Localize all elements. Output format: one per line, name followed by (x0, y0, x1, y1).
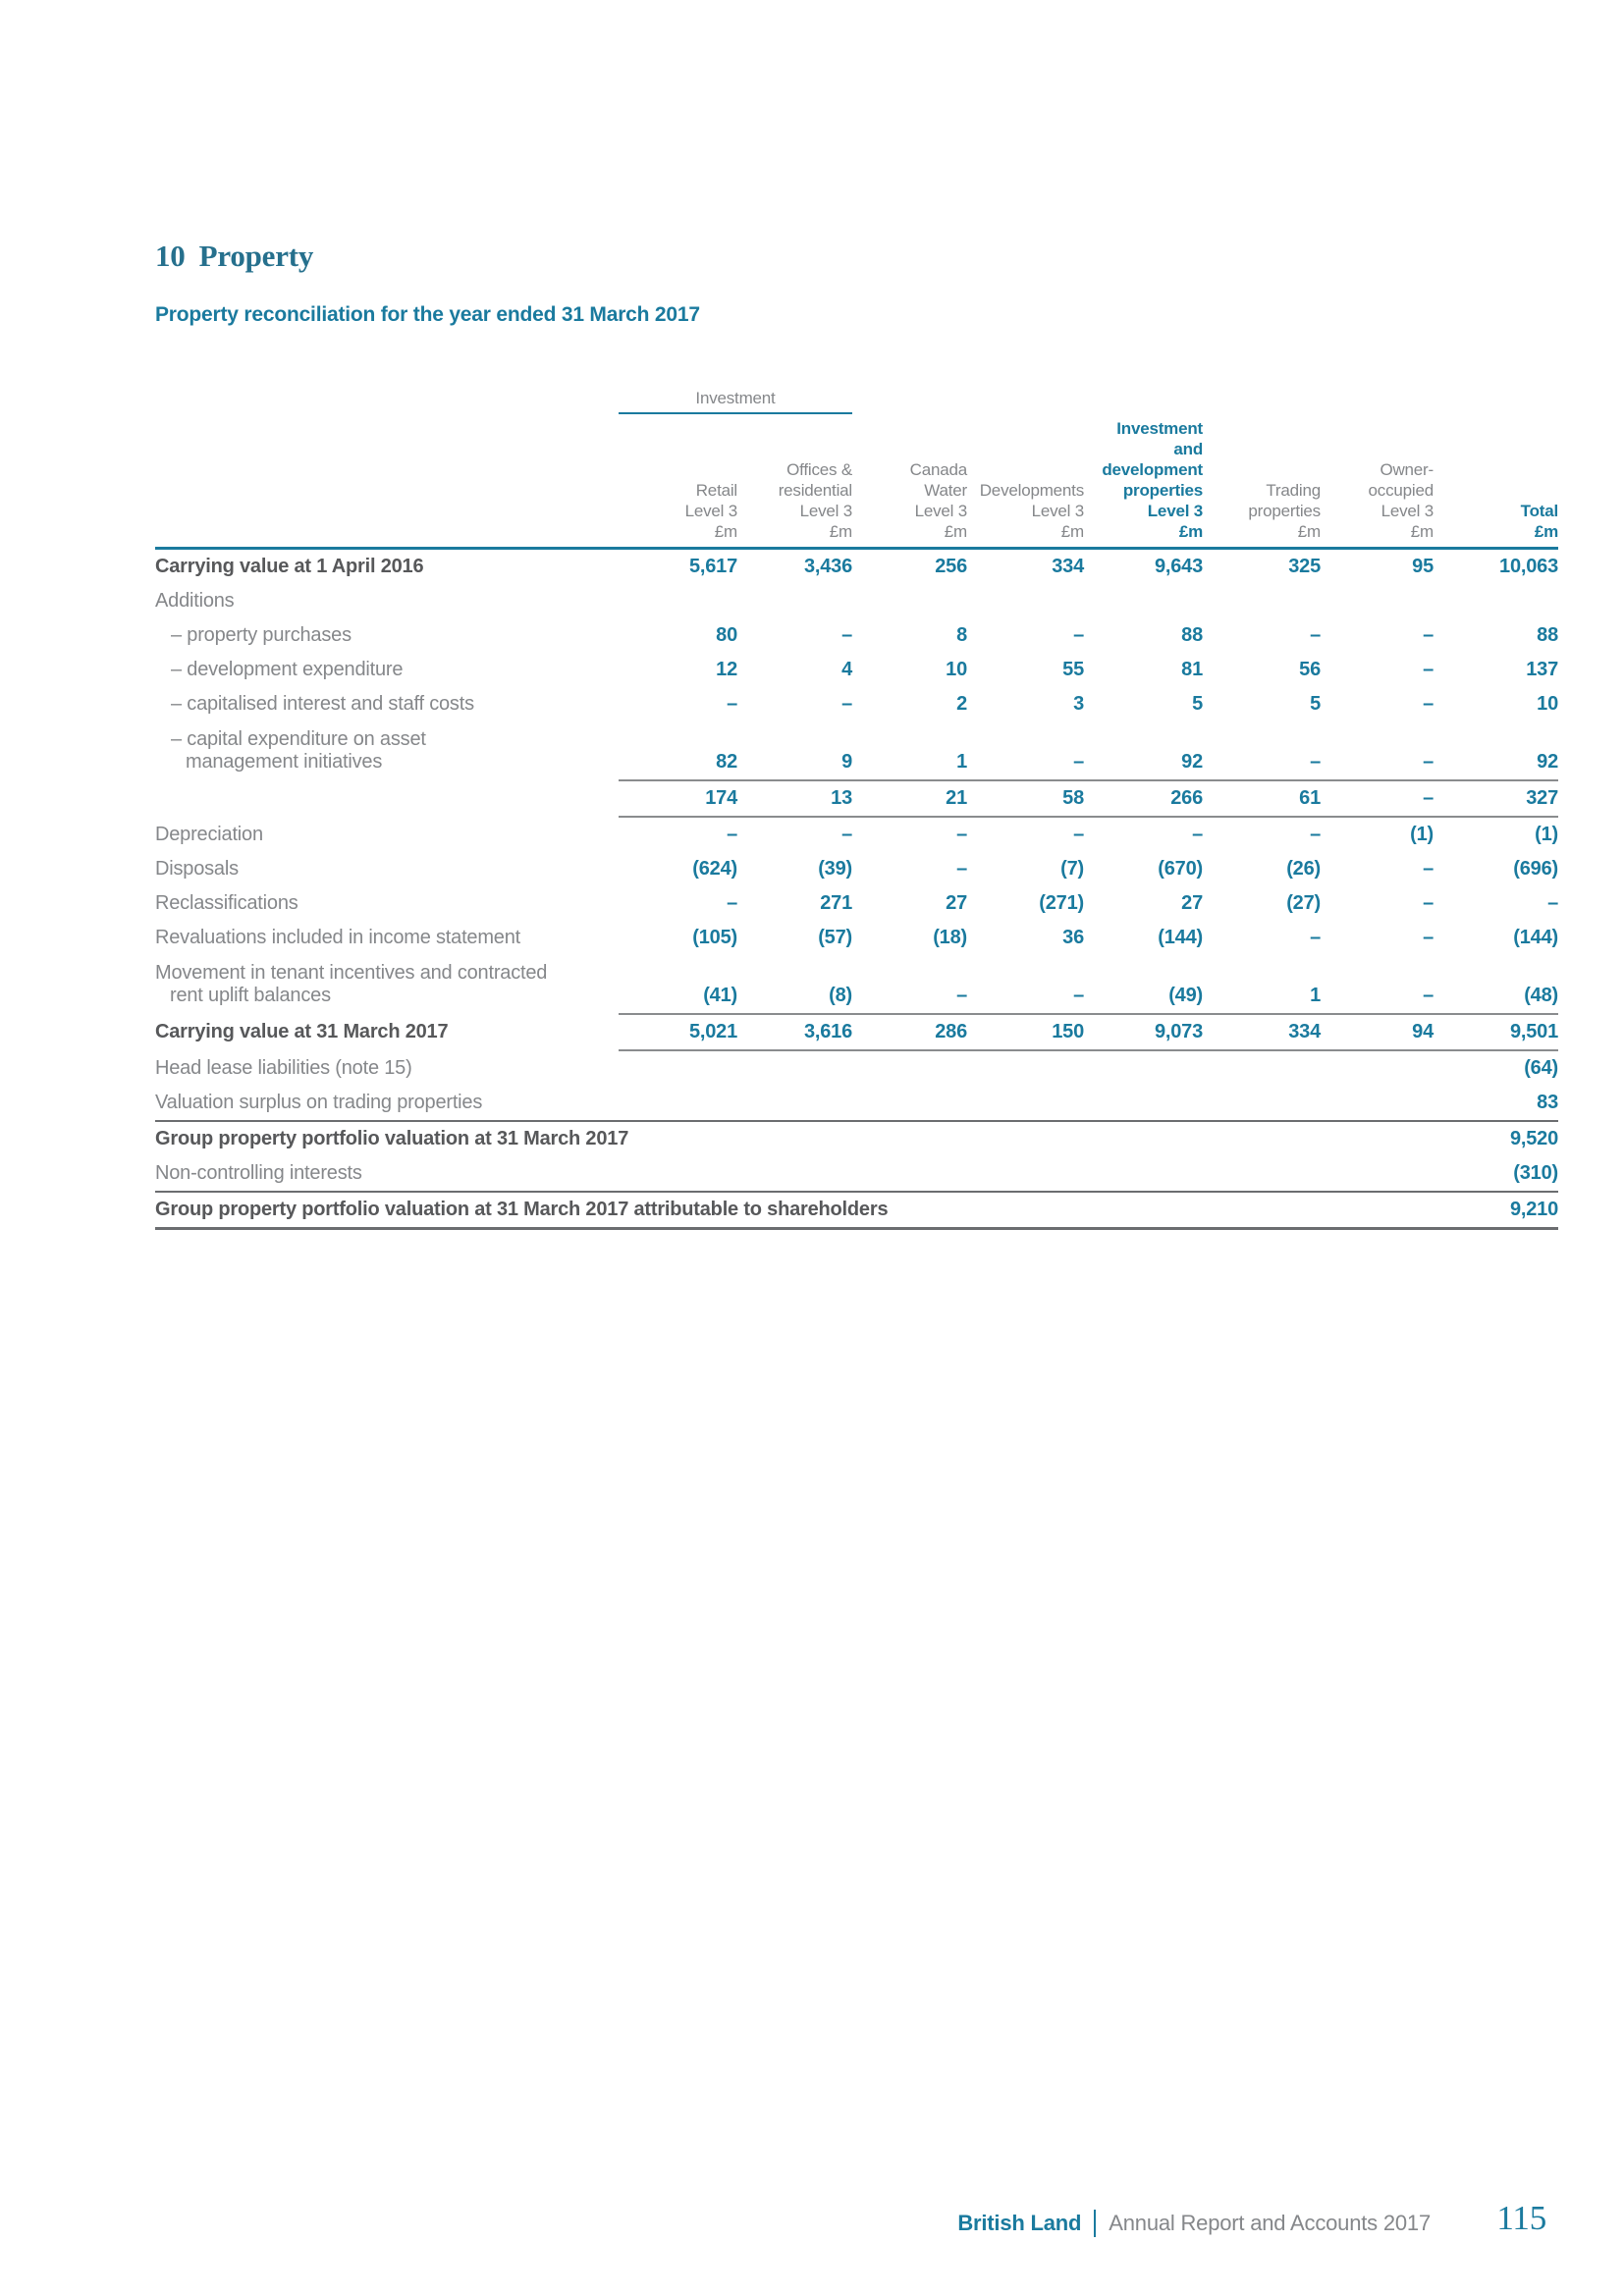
row-value: 9,501 (1509, 1021, 1558, 1042)
row-value: (27) (1286, 892, 1321, 914)
table-row (155, 687, 1558, 721)
section-number: 10 (155, 239, 186, 273)
row-value: 174 (705, 787, 737, 809)
row-value: 82 (716, 751, 737, 773)
row-value: (7) (1060, 858, 1084, 880)
row-value: 58 (1062, 787, 1084, 809)
section-name: Property (198, 239, 314, 273)
section-title (155, 239, 313, 274)
property-reconciliation-table (155, 389, 1558, 1230)
table-body (155, 550, 1558, 1230)
row-value: – (1547, 892, 1558, 914)
row-value: 3,436 (803, 556, 852, 577)
row-value: 286 (935, 1021, 967, 1042)
column-header-line: £m (944, 522, 967, 541)
column-header-line: properties (1122, 481, 1203, 500)
row-value: 256 (935, 556, 967, 577)
column-header (1321, 459, 1434, 542)
row-value: – (1423, 892, 1434, 914)
row-value: (57) (818, 927, 852, 948)
table-row (155, 653, 1558, 687)
column-header-line: £m (714, 522, 737, 541)
row-value: 56 (1299, 659, 1321, 680)
row-value: 5,617 (688, 556, 737, 577)
row-label (155, 927, 619, 949)
row-value: 94 (1412, 1021, 1434, 1042)
column-header-line: Canada (909, 460, 967, 479)
table-row (155, 1086, 1558, 1120)
row-value: – (956, 985, 967, 1006)
row-value: (105) (692, 927, 737, 948)
row-value: – (1423, 985, 1434, 1006)
row-value: (144) (1513, 927, 1558, 948)
row-label-line: – capitalised interest and staff costs (171, 693, 474, 715)
column-header-line: Owner- (1380, 460, 1434, 479)
column-header (737, 459, 852, 542)
row-value: – (727, 892, 737, 914)
column-header (967, 480, 1084, 542)
row-value: – (1423, 858, 1434, 880)
column-header-line: Developments (979, 481, 1084, 500)
row-label-line: Carrying value at 31 March 2017 (155, 1021, 449, 1042)
row-value: (26) (1286, 858, 1321, 880)
row-value: 150 (1052, 1021, 1084, 1042)
table-row (155, 584, 1558, 618)
row-value: (624) (692, 858, 737, 880)
row-label (155, 858, 619, 881)
row-value: (48) (1524, 985, 1558, 1006)
column-header-line: Offices & (786, 460, 852, 479)
column-header-line: £m (1297, 522, 1321, 541)
row-value: – (1310, 927, 1321, 948)
row-value: 80 (716, 624, 737, 646)
spanner-spacer (155, 389, 619, 414)
row-label (155, 693, 619, 716)
column-header-line: £m (1410, 522, 1434, 541)
column-header-line: £m (1060, 522, 1084, 541)
table-row (155, 781, 1558, 816)
row-value: 5 (1192, 693, 1203, 715)
table-rule (155, 1227, 1558, 1230)
row-value: 95 (1412, 556, 1434, 577)
row-value: (1) (1535, 824, 1558, 845)
row-label: Group property portfolio valuation at 31 March 2017 attributable to shareholders (155, 1199, 889, 1220)
column-header (1203, 480, 1321, 542)
table-row (155, 550, 1558, 584)
row-label (155, 962, 619, 1013)
column-header (852, 459, 967, 542)
row-label: Group property portfolio valuation at 31 March 2017 (155, 1128, 629, 1149)
row-value: (49) (1168, 985, 1203, 1006)
row-value: 36 (1062, 927, 1084, 948)
row-value: – (727, 824, 737, 845)
column-header-line: Water (924, 481, 967, 500)
row-label-line: Revaluations included in income statement (155, 927, 521, 948)
row-total-value: (310) (1513, 1162, 1558, 1184)
row-label-line: Carrying value at 1 April 2016 (155, 556, 424, 577)
row-value: – (1073, 624, 1084, 646)
row-value: – (841, 693, 852, 715)
row-value: (670) (1158, 858, 1203, 880)
row-label-line: – property purchases (171, 624, 352, 646)
row-value: – (1423, 787, 1434, 809)
row-value: 10 (1537, 693, 1558, 715)
row-value: – (1423, 693, 1434, 715)
row-value: 10 (946, 659, 967, 680)
table-row (155, 1156, 1558, 1191)
row-label: Head lease liabilities (note 15) (155, 1057, 412, 1079)
row-value: 271 (820, 892, 852, 914)
row-label (155, 892, 619, 915)
table-title: Property reconciliation for the year ended 31 March 2017 (155, 303, 700, 326)
column-header-line: residential (778, 481, 852, 500)
row-label-line: – capital expenditure on asset (171, 728, 426, 750)
column-header-line: occupied (1368, 481, 1434, 500)
row-label (155, 728, 619, 779)
row-value: 10,063 (1499, 556, 1558, 577)
row-label (155, 556, 619, 578)
row-value: – (1073, 985, 1084, 1006)
column-header-line: Level 3 (914, 502, 967, 520)
row-value: 92 (1537, 751, 1558, 773)
row-value: 3 (1073, 693, 1084, 715)
table-row (155, 1015, 1558, 1049)
column-header (619, 480, 737, 542)
row-label (155, 624, 619, 647)
column-header-line: Level 3 (799, 502, 852, 520)
column-header-line: properties (1248, 502, 1321, 520)
table-row (155, 1051, 1558, 1086)
column-header-line: Trading (1266, 481, 1321, 500)
row-total-value: 9,520 (1509, 1128, 1558, 1149)
row-value: 1 (956, 751, 967, 773)
column-header-line: and (1173, 440, 1203, 458)
spanner-spacer (852, 389, 1558, 414)
table-row (155, 886, 1558, 921)
row-total-value: 9,210 (1509, 1199, 1558, 1220)
row-value: – (727, 693, 737, 715)
column-header-line: development (1102, 460, 1203, 479)
row-value: 81 (1181, 659, 1203, 680)
row-value: 3,616 (803, 1021, 852, 1042)
column-header-line: Retail (695, 481, 737, 500)
row-label (155, 1021, 619, 1043)
row-value: – (1423, 624, 1434, 646)
row-value: (271) (1039, 892, 1084, 914)
row-value: – (956, 824, 967, 845)
row-value: – (1423, 659, 1434, 680)
row-value: 9,073 (1154, 1021, 1203, 1042)
row-value: 334 (1288, 1021, 1321, 1042)
row-value: 13 (831, 787, 852, 809)
row-value: – (1192, 824, 1203, 845)
row-value: 137 (1526, 659, 1558, 680)
investment-spanner-label: Investment (619, 389, 852, 414)
row-value: 9 (841, 751, 852, 773)
row-value: (41) (703, 985, 737, 1006)
column-header-line: Level 3 (1147, 502, 1203, 520)
row-value: (39) (818, 858, 852, 880)
column-header-line: £m (829, 522, 852, 541)
row-label (155, 590, 619, 613)
row-value: 27 (946, 892, 967, 914)
row-value: – (1423, 927, 1434, 948)
column-header (1084, 418, 1203, 542)
column-header-line: Level 3 (1031, 502, 1084, 520)
row-value: – (956, 858, 967, 880)
column-header-line: Investment (1116, 419, 1203, 438)
row-value: 5 (1310, 693, 1321, 715)
row-value: (144) (1158, 927, 1203, 948)
row-value: 27 (1181, 892, 1203, 914)
row-label-line: rent uplift balances (170, 985, 331, 1006)
page-number: 115 (1496, 2199, 1546, 2237)
row-value: (1) (1410, 824, 1434, 845)
row-label-line: management initiatives (186, 751, 383, 773)
row-label-line: – development expenditure (171, 659, 404, 680)
report-title: Annual Report and Accounts 2017 (1109, 2211, 1431, 2235)
row-label (155, 659, 619, 681)
table-row (155, 618, 1558, 653)
row-value: 88 (1181, 624, 1203, 646)
row-value: – (1073, 824, 1084, 845)
column-header-line: Level 3 (1380, 502, 1434, 520)
column-header (1434, 501, 1558, 542)
row-value: 88 (1537, 624, 1558, 646)
table-row (155, 921, 1558, 955)
table-row (155, 1122, 1558, 1156)
row-value: 2 (956, 693, 967, 715)
table-row (155, 955, 1558, 1013)
row-value: 327 (1526, 787, 1558, 809)
column-header-line: Total (1520, 502, 1558, 520)
row-value: 55 (1062, 659, 1084, 680)
row-value: 4 (841, 659, 852, 680)
row-label: Non-controlling interests (155, 1162, 362, 1184)
row-value: 334 (1052, 556, 1084, 577)
table-row (155, 721, 1558, 779)
row-label-line: Movement in tenant incentives and contracted (155, 962, 548, 984)
row-value: 9,643 (1154, 556, 1203, 577)
row-label: Valuation surplus on trading properties (155, 1092, 483, 1113)
table-row (155, 852, 1558, 886)
row-value: – (841, 824, 852, 845)
row-value: (18) (933, 927, 967, 948)
row-value: (8) (829, 985, 852, 1006)
row-value: – (841, 624, 852, 646)
row-value: – (1073, 751, 1084, 773)
row-value: 266 (1170, 787, 1203, 809)
row-value: 1 (1310, 985, 1321, 1006)
column-header-line: £m (1178, 522, 1203, 541)
row-value: – (1310, 624, 1321, 646)
row-value: 5,021 (688, 1021, 737, 1042)
row-value: 325 (1288, 556, 1321, 577)
row-total-value: 83 (1537, 1092, 1558, 1113)
row-label-line: Reclassifications (155, 892, 298, 914)
row-total-value: (64) (1524, 1057, 1558, 1079)
row-value: (696) (1513, 858, 1558, 880)
column-header-line: £m (1534, 522, 1558, 541)
table-row (155, 1193, 1558, 1227)
row-value: – (1310, 751, 1321, 773)
row-label-line: Additions (155, 590, 235, 612)
row-value: 21 (946, 787, 967, 809)
row-value: 92 (1181, 751, 1203, 773)
table-spanner-row (155, 389, 1558, 414)
footer-divider (1094, 2210, 1096, 2237)
row-value: – (1423, 751, 1434, 773)
brand-name: British Land (957, 2211, 1082, 2235)
row-label-line: Depreciation (155, 824, 263, 845)
row-value: 8 (956, 624, 967, 646)
row-label (155, 824, 619, 846)
table-header-row (155, 414, 1558, 550)
row-label-line: Disposals (155, 858, 239, 880)
page-footer (957, 2209, 1431, 2238)
table-row (155, 818, 1558, 852)
row-value: 12 (716, 659, 737, 680)
column-header-line: Level 3 (684, 502, 737, 520)
row-value: 61 (1299, 787, 1321, 809)
row-value: – (1310, 824, 1321, 845)
